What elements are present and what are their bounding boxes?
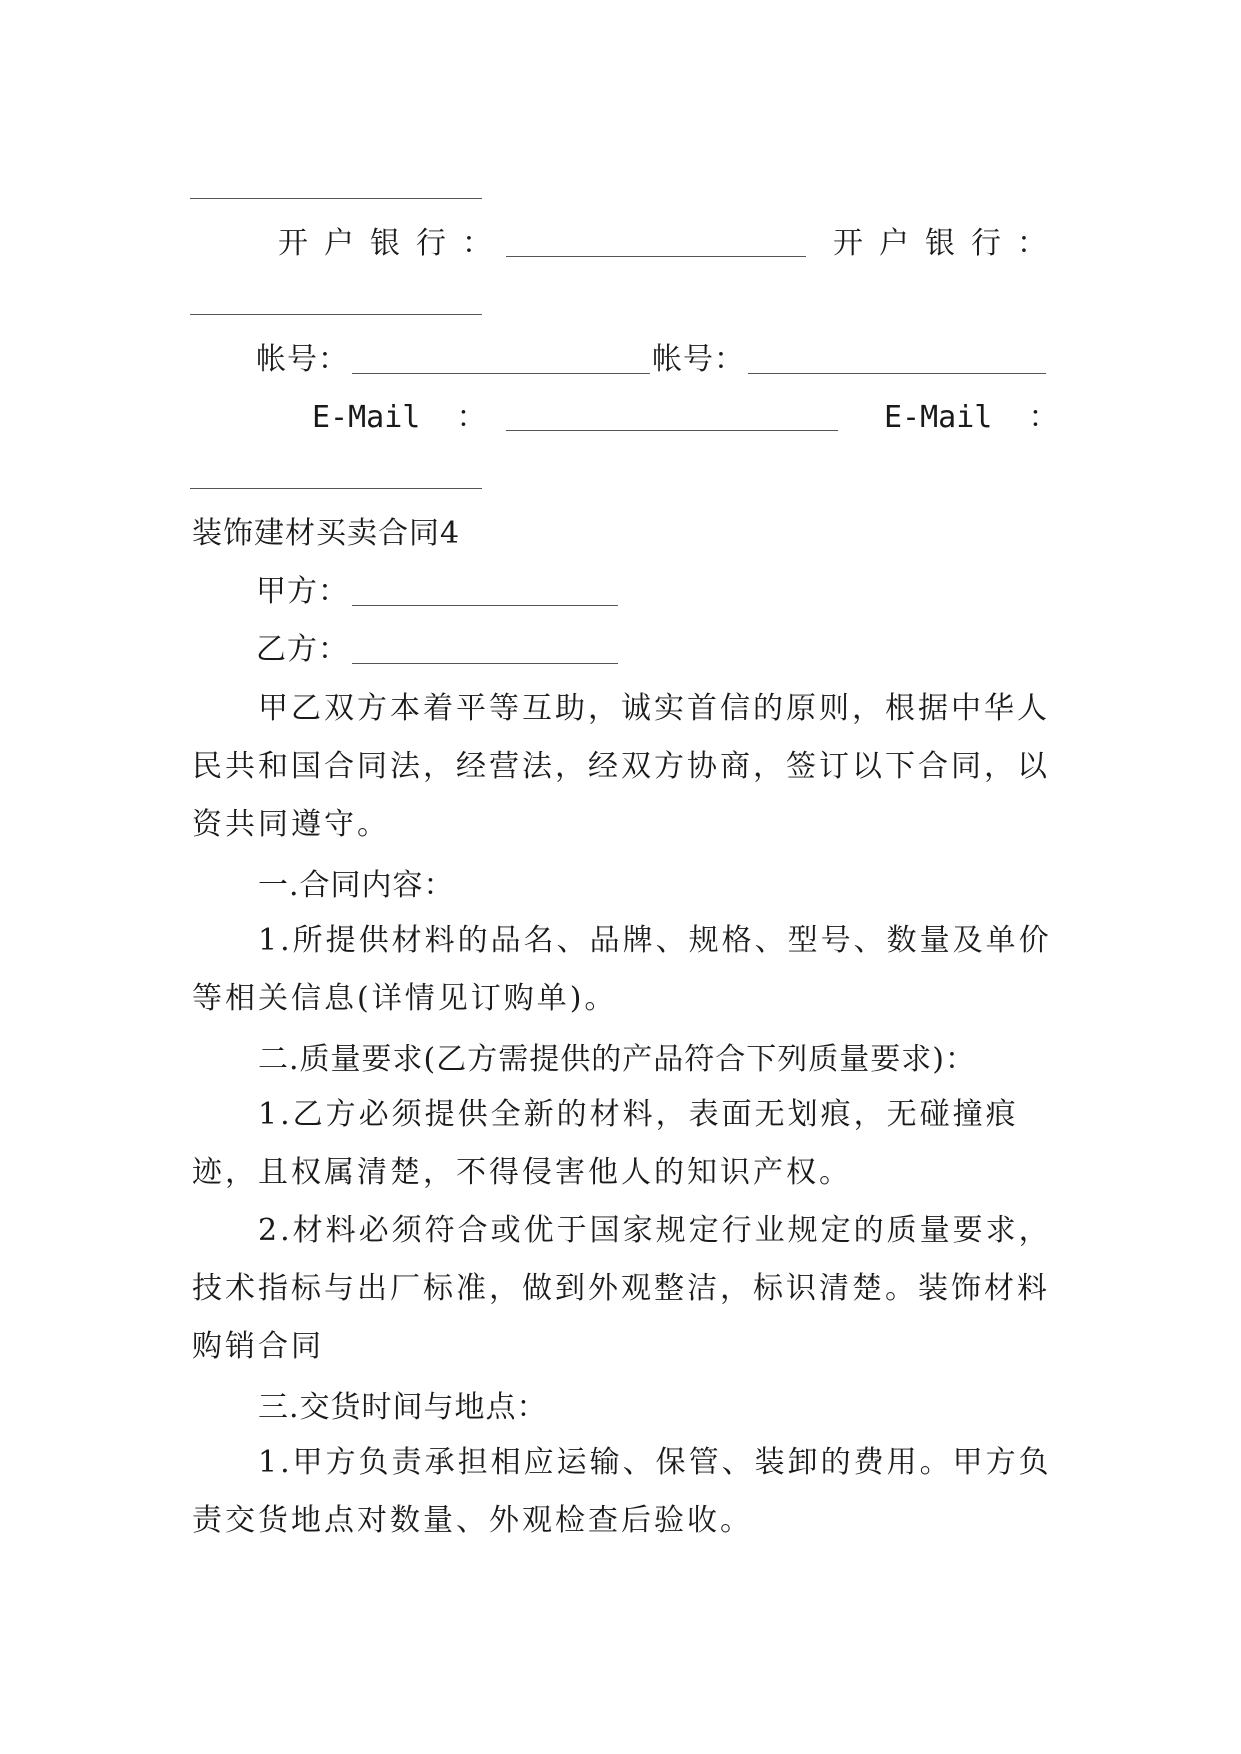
account-label-b: 帐号： [652,342,745,377]
bank-field-a[interactable] [506,256,806,257]
section1-item1: 1.所提供材料的品名、品牌、规格、型号、数量及单价等相关信息(详情见订购单)。 [192,923,1052,1016]
section2-heading: 二.质量要求(乙方需提供的产品符合下列质量要求)： [258,1042,976,1077]
email-label-b: E-Mail ： [884,400,1059,435]
bank-label-b: 开户银行： [833,226,1063,261]
email-field-b-continued[interactable] [190,488,482,489]
bank-field-b-continued[interactable] [190,314,482,315]
account-label-a: 帐号： [256,342,349,377]
party-b-field[interactable] [352,663,618,664]
section3-heading: 三.交货时间与地点： [258,1390,548,1425]
party-b-label: 乙方： [256,632,349,667]
account-field-b[interactable] [748,373,1046,374]
contract-title: 装饰建材买卖合同4 [192,516,461,551]
party-a-field[interactable] [352,605,618,606]
section1-heading: 一.合同内容： [258,868,455,903]
account-field-a[interactable] [352,373,650,374]
email-field-a[interactable] [506,430,838,431]
intro-paragraph: 甲乙双方本着平等互助，诚实首信的原则，根据中华人民共和国合同法，经营法，经双方协商，签订以下合同，以资共同遵守。 [192,691,1050,842]
party-a-label: 甲方： [256,574,349,609]
section2-item2: 2.材料必须符合或优于国家规定行业规定的质量要求，技术指标与出厂标准，做到外观整洁，标识清楚。装饰材料购销合同 [192,1213,1052,1364]
section2-item1: 1.乙方必须提供全新的材料，表面无划痕，无碰撞痕迹，且权属清楚，不得侵害他人的知识产权。 [192,1097,1019,1190]
blank-line[interactable] [190,198,482,199]
email-label-a: E-Mail ： [312,400,487,435]
bank-label-a: 开户银行： [278,226,508,261]
section3-item1: 1.甲方负责承担相应运输、保管、装卸的费用。甲方负责交货地点对数量、外观检查后验收。 [192,1445,1052,1538]
